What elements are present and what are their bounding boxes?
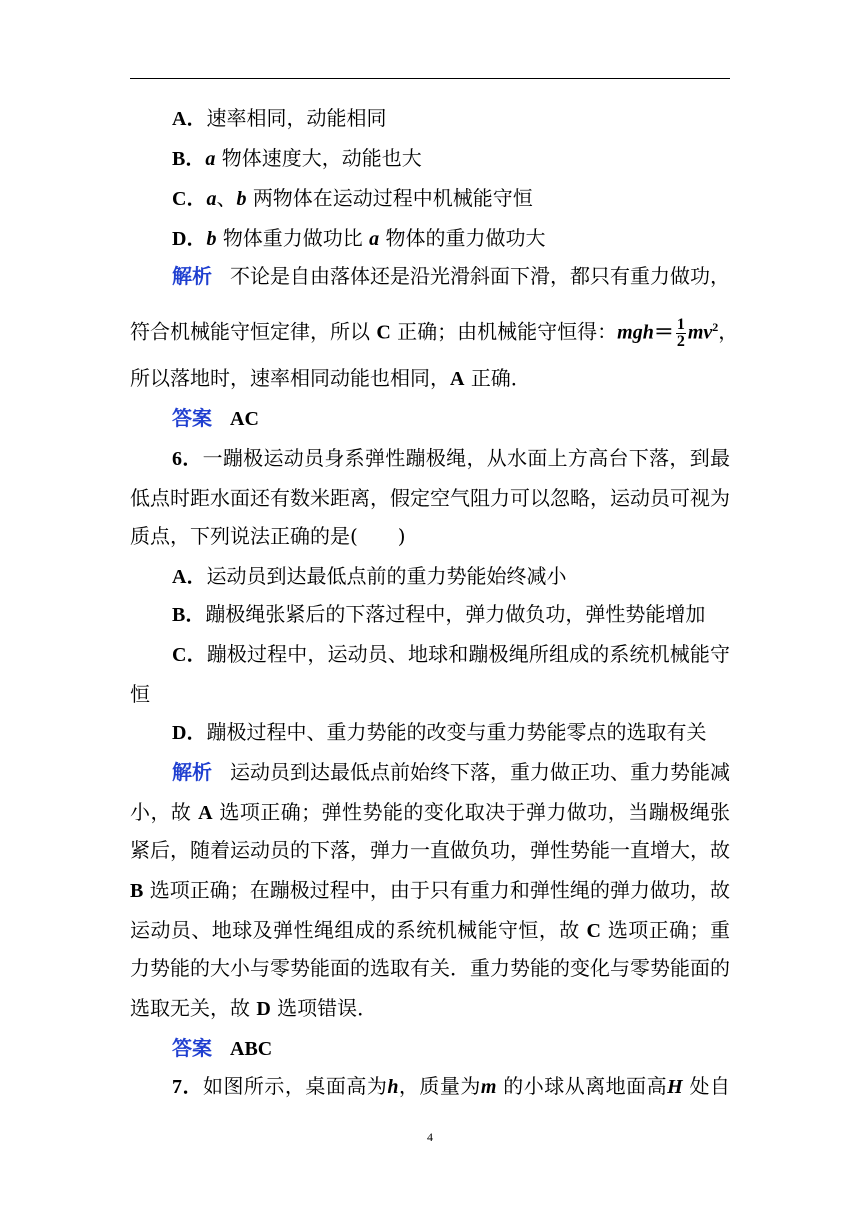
- q5-option-a: A．速率相同，动能相同: [172, 106, 387, 130]
- q5-analysis-line-3: 所以落地时，速率相同动能也相同，A 正确．: [130, 366, 531, 390]
- q5-analysis-line-1: 解析 不论是自由落体还是沿光滑斜面下滑，都只有重力做功，: [172, 264, 730, 288]
- q6-stem-line-1: 6．一蹦极运动员身系弹性蹦极绳，从水面上方高台下落，到最: [172, 446, 731, 470]
- q6-analysis-line-1: 解析 运动员到达最低点前始终下落，重力做正功、重力势能减: [172, 760, 730, 784]
- q6-stem-line-3: 质点，下列说法正确的是( ): [130, 524, 406, 548]
- q6-analysis-line-4: B 选项正确；在蹦极过程中，由于只有重力和弹性绳的弹力做功，故: [130, 878, 731, 902]
- q5-option-b: B．a 物体速度大，动能也大: [172, 146, 422, 170]
- q6-option-d: D．蹦极过程中、重力势能的改变与重力势能零点的选取有关: [172, 720, 707, 744]
- q6-analysis-line-5: 运动员、地球及弹性绳组成的系统机械能守恒，故 C 选项正确；重: [130, 918, 731, 942]
- q6-analysis-line-3: 紧后，随着运动员的下落，弹力一直做负功，弹性势能一直增大，故: [130, 838, 730, 862]
- analysis-keyword: 解析: [172, 760, 212, 784]
- q6-option-a: A．运动员到达最低点前的重力势能始终减小: [172, 564, 567, 588]
- q5-option-d: D．b 物体重力做功比 a 物体的重力做功大: [172, 226, 546, 250]
- q6-stem-line-2: 低点时距水面还有数米距离，假定空气阻力可以忽略，运动员可视为: [130, 486, 730, 510]
- q5-option-c: C．a、b 两物体在运动过程中机械能守恒: [172, 186, 533, 210]
- q6-answer: 答案 ABC: [172, 1036, 273, 1060]
- q7-stem-line-1: 7．如图所示，桌面高为h，质量为m 的小球从离地面高H 处自: [172, 1074, 731, 1098]
- q6-option-c-line-1: C．蹦极过程中，运动员、地球和蹦极绳所组成的系统机械能守: [172, 642, 731, 666]
- q6-option-c-line-2: 恒: [130, 682, 150, 706]
- q5-analysis-line-2: 符合机械能守恒定律，所以 C 正确；由机械能守恒得：mgh＝ $\frac{1}{2}$ $mv^2$，: [130, 315, 739, 350]
- q5-answer: 答案 AC: [172, 406, 259, 430]
- page-number: 4: [427, 1130, 433, 1144]
- q6-analysis-line-6: 力势能的大小与零势能面的选取有关．重力势能的变化与零势能面的: [130, 956, 730, 980]
- header-rule: [130, 78, 730, 79]
- answer-keyword: 答案: [172, 406, 212, 430]
- answer-keyword: 答案: [172, 1036, 212, 1060]
- q6-analysis-line-7: 选取无关，故 D 选项错误．: [130, 996, 378, 1020]
- fraction-one-half: $\frac{1}{2}$: [676, 315, 685, 350]
- q6-analysis-line-2: 小，故 A 选项正确；弹性势能的变化取决于弹力做功，当蹦极绳张: [130, 800, 731, 824]
- q6-option-b: B．蹦极绳张紧后的下落过程中，弹力做负功，弹性势能增加: [172, 602, 706, 626]
- analysis-keyword: 解析: [172, 264, 212, 288]
